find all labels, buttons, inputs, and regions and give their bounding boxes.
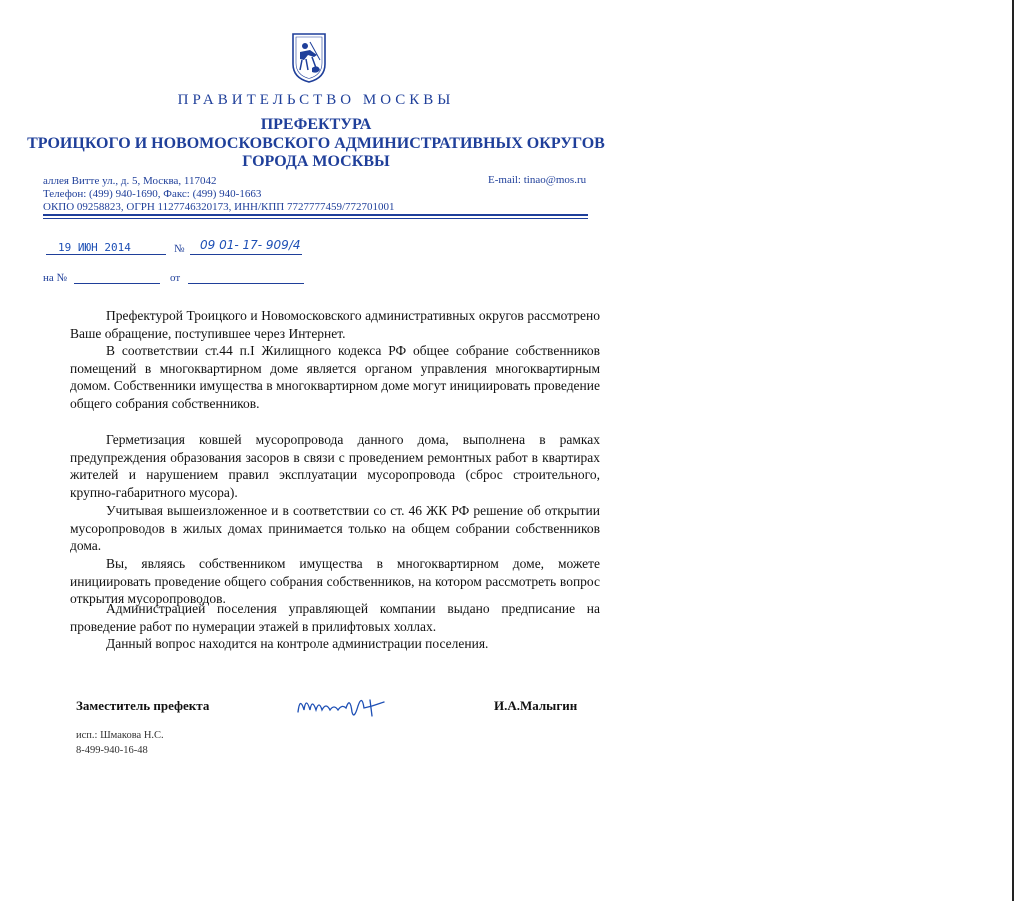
handwritten-signature [292, 686, 402, 726]
phone-line: Телефон: (499) 940-1690, Факс: (499) 940-1663 [43, 188, 262, 200]
date-underline [46, 254, 166, 255]
address-line: аллея Витте ул., д. 5, Москва, 117042 [43, 175, 217, 187]
paragraph: Учитывая вышеизложенное и в соответствии со ст. 46 ЖК РФ решение об открытии мусоропроводов в жилых домах принимается только на общем собрании собственников дома. [70, 503, 600, 554]
header-rule-bottom [43, 218, 588, 219]
header-rule-top [43, 214, 588, 216]
number-label: № [174, 243, 185, 255]
government-title: ПРАВИТЕЛЬСТВО МОСКВЫ [177, 92, 455, 108]
date-stamp: 19 ИЮН 2014 [58, 241, 131, 254]
codes-line: ОКПО 09258823, ОГРН 1127746320173, ИНН/КПП 7727777459/772701001 [43, 201, 395, 213]
moscow-coat-of-arms-icon [290, 30, 328, 84]
reply-to-underline [74, 283, 160, 284]
city-title: ГОРОДА МОСКВЫ [242, 153, 390, 170]
scan-edge [1012, 0, 1014, 901]
number-underline [190, 254, 302, 255]
executor-name: исп.: Шмакова Н.С. [76, 730, 164, 741]
paragraph: В соответствии ст.44 п.I Жилищного кодекса РФ общее собрание собственников помещений в многоквартирном доме является органом управления многоквартирным домом. Собственники имущества в многоквартирном доме могут инициировать проведение общего собрания собственников. [70, 343, 600, 411]
signatory-name: И.А.Малыгин [494, 698, 578, 713]
signatory-position: Заместитель префекта [76, 698, 210, 713]
prefecture-title: ПРЕФЕКТУРА [260, 116, 372, 133]
from-underline [188, 283, 304, 284]
reply-to-label: на № [43, 272, 68, 284]
paragraph: Префектурой Троицкого и Новомосковского административных округов рассмотрено Ваше обращение, поступившее через Интернет. [70, 308, 600, 341]
executor-phone: 8-499-940-16-48 [76, 745, 148, 756]
outgoing-number: 09 01- 17- 909/4 [200, 238, 301, 252]
paragraph: Вы, являясь собственником имущества в многоквартирном доме, можете инициировать проведение общего собрания собственников, на котором рассмотреть вопрос открытия мусоропроводов. [70, 556, 600, 607]
districts-title: ТРОИЦКОГО И НОВОМОСКОВСКОГО АДМИНИСТРАТИВНЫХ ОКРУГОВ [27, 135, 605, 152]
from-label: от [170, 272, 181, 284]
paragraph: Герметизация ковшей мусоропровода данного дома, выполнена в рамках предупреждения образования засоров в связи с проведением ремонтных работ в квартирах жителей и нарушением правил эксплуатации мусоропровода (сброс строительного, крупно-габаритного мусора). [70, 432, 600, 500]
email-line: E-mail: tinao@mos.ru [488, 174, 587, 186]
paragraph: Администрацией поселения управляющей компании выдано предписание на проведение работ по нумерации этажей в прилифтовых холлах. [70, 601, 600, 634]
paragraph: Данный вопрос находится на контроле администрации поселения. [106, 636, 489, 651]
